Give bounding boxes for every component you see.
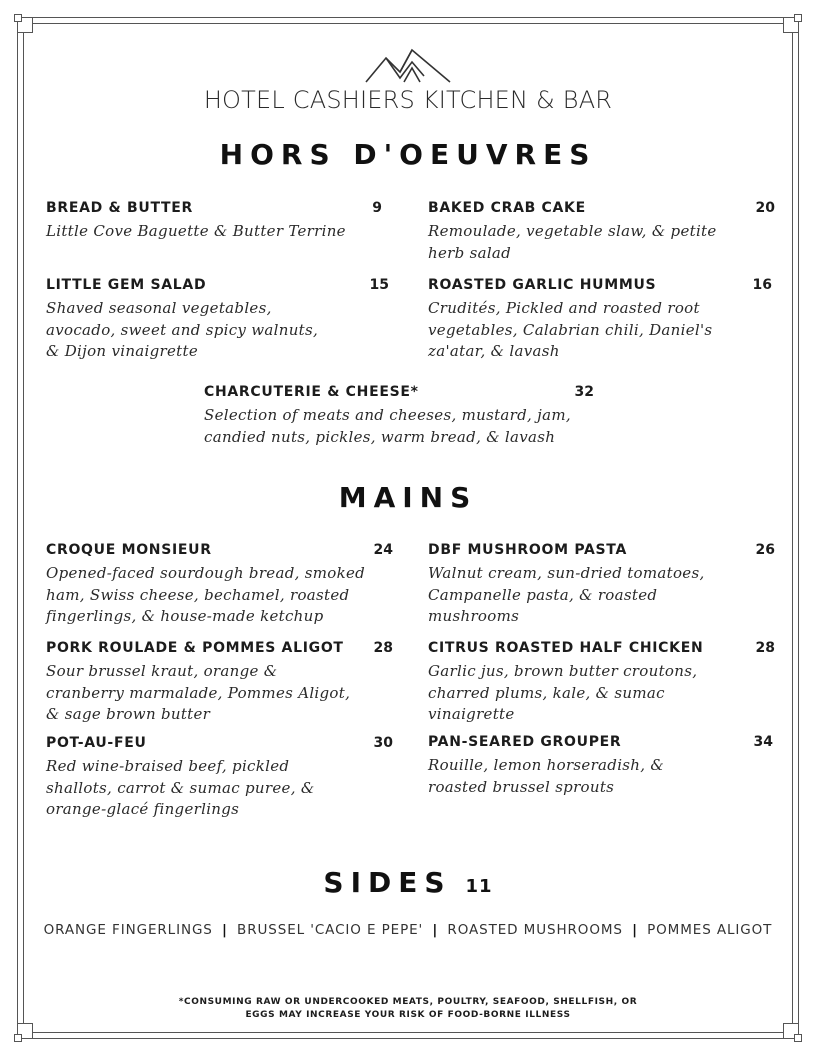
item-price: 28 [373, 640, 393, 656]
item-description: Crudités, Pickled and roasted root vegetables, Calabrian chili, Daniel's za'atar, & lavash [428, 299, 713, 360]
item-description: Sour brussel kraut, orange & cranberry marmalade, Pommes Aligot, & sage brown butter [46, 662, 351, 723]
side-item: BRUSSEL 'CACIO E PEPE' [237, 922, 424, 938]
separator: | [221, 922, 228, 938]
item-name: BREAD & BUTTER [46, 200, 194, 216]
item-name: LITTLE GEM SALAD [46, 277, 207, 293]
corner-ornament-bottom-right [783, 1023, 799, 1039]
corner-ornament-bottom-left [17, 1023, 33, 1039]
item-description: Rouille, lemon horseradish, & roasted brussel sprouts [428, 756, 665, 796]
item-price: 34 [753, 734, 773, 750]
mountain-logo-icon [364, 44, 452, 84]
sides-price: 11 [465, 876, 493, 897]
item-price: 32 [574, 384, 594, 400]
item-price: 24 [373, 542, 393, 558]
sides-list [0, 922, 816, 938]
corner-ornament-top-left [17, 17, 33, 33]
item-price: 15 [369, 277, 389, 293]
item-name: ROASTED GARLIC HUMMUS [428, 277, 657, 293]
item-description: Red wine-braised beef, pickled shallots, carrot & sumac puree, & orange-glacé fingerlings [46, 757, 315, 818]
item-price: 30 [373, 735, 393, 751]
sides-title: SIDES [323, 866, 452, 899]
item-name: PAN-SEARED GROUPER [428, 734, 622, 750]
item-name: BAKED CRAB CAKE [428, 200, 586, 216]
restaurant-name: HOTEL CASHIERS KITCHEN & BAR [203, 86, 613, 114]
item-description: Remoulade, vegetable slaw, & petite herb salad [428, 222, 717, 262]
item-description: Selection of meats and cheeses, mustard, jam, candied nuts, pickles, warm bread, & lavash [204, 406, 571, 446]
item-description: Little Cove Baguette & Butter Terrine [46, 222, 346, 240]
item-name: CHARCUTERIE & CHEESE* [204, 384, 419, 400]
item-description: Walnut cream, sun-dried tomatoes, Campanelle pasta, & roasted mushrooms [428, 564, 705, 625]
side-item: ROASTED MUSHROOMS [447, 922, 623, 938]
section-title-sides [0, 866, 816, 899]
separator: | [632, 922, 638, 938]
section-title-mains: MAINS [338, 481, 478, 514]
item-price: 26 [755, 542, 775, 558]
item-name: CITRUS ROASTED HALF CHICKEN [428, 640, 704, 656]
item-description: Garlic jus, brown butter croutons, charred plums, kale, & sumac vinaigrette [428, 662, 698, 723]
item-name: PORK ROULADE & POMMES ALIGOT [46, 640, 344, 656]
food-safety-disclaimer: *CONSUMING RAW OR UNDERCOOKED MEATS, POULTRY, SEAFOOD, SHELLFISH, OR EGGS MAY INCREASE YOUR RISK OF FOOD-BORNE ILLNESS [178, 997, 638, 1020]
item-name: CROQUE MONSIEUR [46, 542, 212, 558]
item-price: 28 [755, 640, 775, 656]
item-name: POT-AU-FEU [46, 735, 147, 751]
side-item: ORANGE FINGERLINGS [43, 922, 213, 938]
section-title-hors-doeuvres: HORS D'OEUVRES [219, 138, 597, 171]
corner-ornament-top-right [783, 17, 799, 33]
item-description: Shaved seasonal vegetables, avocado, sweet and spicy walnuts, & Dijon vinaigrette [46, 299, 319, 360]
item-price: 16 [752, 277, 772, 293]
item-description: Opened-faced sourdough bread, smoked ham, Swiss cheese, bechamel, roasted fingerlings, & house-made ketchup [46, 564, 366, 625]
side-item: POMMES ALIGOT [647, 922, 773, 938]
item-name: DBF MUSHROOM PASTA [428, 542, 628, 558]
item-price: 20 [755, 200, 775, 216]
item-price: 9 [372, 200, 382, 216]
separator: | [432, 922, 439, 938]
